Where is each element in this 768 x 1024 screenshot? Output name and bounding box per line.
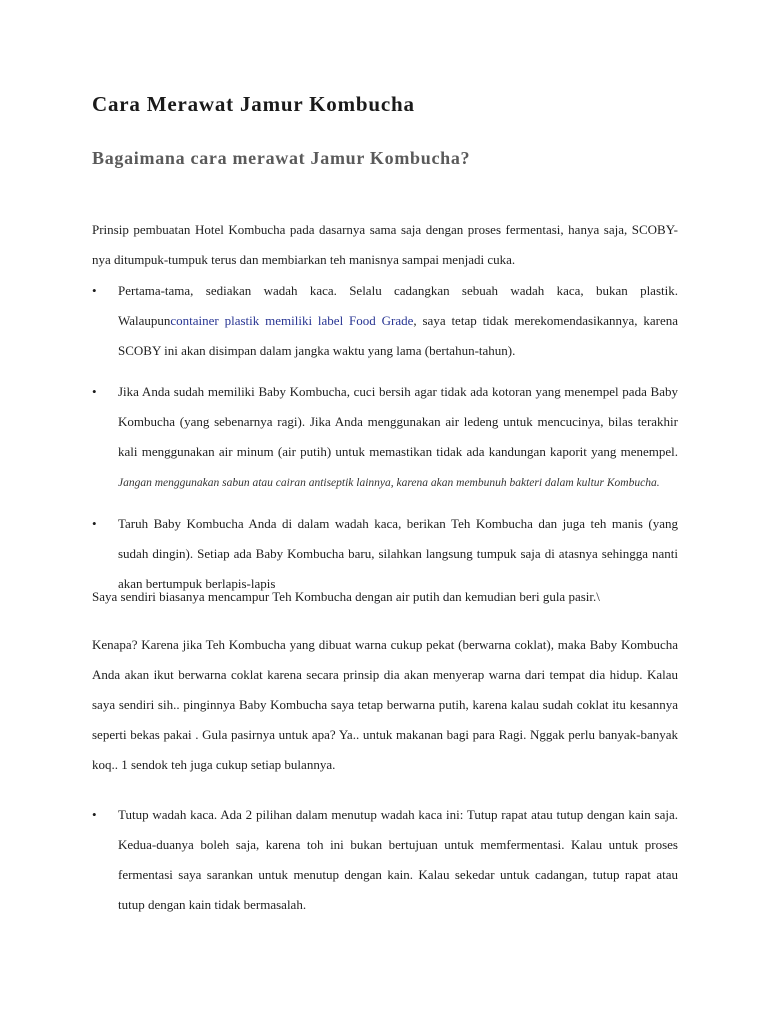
- step-text: Tutup wadah kaca. Ada 2 pilihan dalam menutup wadah kaca ini: Tutup rapat atau tutup dengan kain saja. Kedua-duanya boleh saja, karena toh ini bukan bertujuan untuk memfermentasi. Kalau untuk proses fermentasi saya sarankan untuk menutup dengan kain. Kalau sekedar untuk cadangan, tutup rapat atau tutup dengan kain tidak bermasalah.: [118, 807, 678, 912]
- intro-paragraph: Prinsip pembuatan Hotel Kombucha pada dasarnya sama saja dengan proses fermentasi, hanya saja, SCOBY-nya ditumpuk-tumpuk terus dan membiarkan teh manisnya sampai menjadi cuka.: [92, 222, 678, 267]
- food-grade-link[interactable]: container plastik memiliki label Food Grade: [170, 313, 414, 328]
- list-item: [92, 377, 678, 498]
- steps-list-1: [92, 276, 678, 610]
- step-text: Jika Anda sudah memiliki Baby Kombucha, cuci bersih agar tidak ada kotoran yang menempel pada Baby Kombucha (yang sebenarnya ragi). Jika Anda menggunakan air ledeng untuk mencucinya, bilas terakhir kali menggunakan air minum (air putih) untuk memastikan tidak ada kandungan kaporit yang menempel.: [118, 384, 678, 459]
- bullet-icon: •: [92, 516, 97, 531]
- bullet-icon: •: [92, 807, 97, 822]
- step-text: , saya tetap tidak merekomendasikannya, karena SCOBY ini akan disimpan dalam jangka waktu yang lama (bertahun-tahun).: [118, 313, 678, 358]
- list-item: [92, 800, 678, 920]
- warning-note: Jangan menggunakan sabun atau cairan antiseptik lainnya, karena akan membunuh bakteri dalam kultur Kombucha.: [118, 477, 660, 489]
- step-text: Pertama-tama, sediakan wadah kaca. Selalu cadangkan sebuah wadah kaca, bukan plastik. Walaupun: [118, 283, 678, 328]
- steps-list-2: [92, 800, 678, 931]
- bullet-icon: •: [92, 384, 97, 399]
- why-paragraph: Kenapa? Karena jika Teh Kombucha yang dibuat warna cukup pekat (berwarna coklat), maka Baby Kombucha Anda akan ikut berwarna coklat karena secara prinsip dia akan menyerap warna dari tempat dia hidup. Kalau saya sendiri sih.. pinginnya Baby Kombucha saya tetap berwarna putih, karena kalau sudah coklat itu kesannya seperti bekas pakai . Gula pasirnya untuk apa? Ya.. untuk makanan bagi para Ragi. Nggak perlu banyak-banyak koq.. 1 sendok teh juga cukup setiap bulannya.: [92, 637, 678, 772]
- page-title: Cara Merawat Jamur Kombucha: [92, 92, 415, 116]
- bullet-icon: •: [92, 283, 97, 298]
- page-subtitle: Bagaimana cara merawat Jamur Kombucha?: [92, 148, 471, 168]
- step-text: Taruh Baby Kombucha Anda di dalam wadah kaca, berikan Teh Kombucha dan juga teh manis (yang sudah dingin). Setiap ada Baby Kombucha baru, silahkan langsung tumpuk saja di atasnya sehingga nanti akan bertumpuk berlapis-lapis: [118, 516, 678, 591]
- sugar-paragraph: Saya sendiri biasanya mencampur Teh Kombucha dengan air putih dan kemudian beri gula pasir.\: [92, 589, 600, 604]
- list-item: [92, 276, 678, 366]
